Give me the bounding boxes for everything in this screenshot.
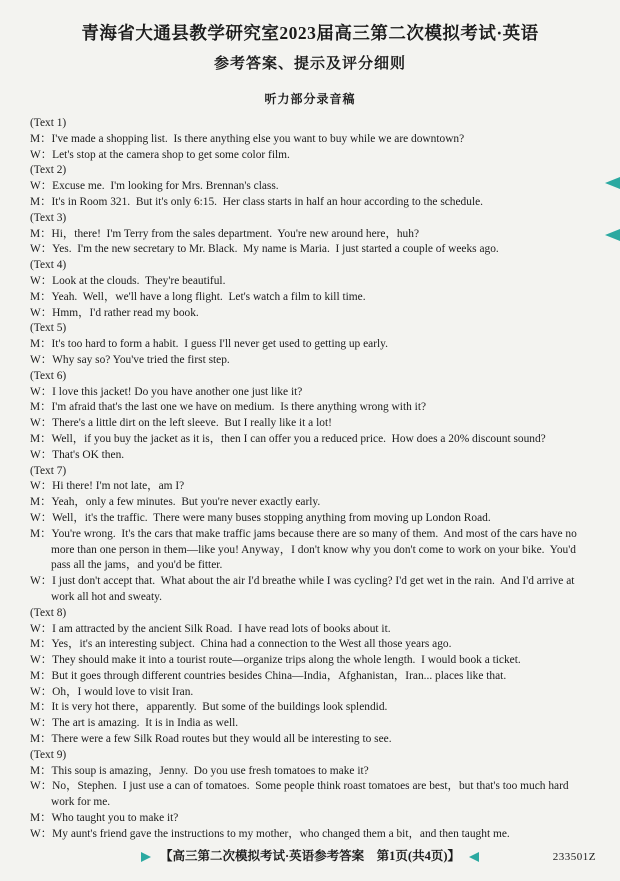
dialogue-line: W：The art is amazing. It is in India as well. [30,717,239,730]
dialogue-line: W：Why say so? You've tried the first step. [30,353,230,366]
text-block [30,321,590,368]
dialogue-line: W：Hi there! I'm not late，am I? [30,480,185,493]
dialogue-line: M：It is very hot there，apparently. But some of the buildings look splendid. [30,701,388,714]
text-label: (Text 2) [30,164,67,177]
text-label: (Text 5) [30,322,67,335]
dialogue-line: W：I am attracted by the ancient Silk Road. I have read lots of books about it. [30,622,391,635]
dialogue-line: M：This soup is amazing，Jenny. Do you use fresh tomatoes to make it? [30,764,369,777]
dialogue-line: W：I love this jacket! Do you have another one just like it? [30,385,303,398]
text-label: (Text 9) [30,748,67,761]
dialogue-line: M：There were a few Silk Road routes but they would all be interesting to see. [30,733,392,746]
page-footer [0,846,620,864]
page-subtitle: 参考答案、提示及评分细则 [213,56,406,72]
dialogue-line: W：Look at the clouds. They're beautiful. [30,274,226,287]
dialogue-line: M：It's in Room 321. But it's only 6:15. Her class starts in half an hour according to the schedule. [30,195,484,208]
dialogue-line: M：Who taught you to make it? [30,812,179,825]
dialogue-line: W：My aunt's friend gave the instructions to my mother，who changed them a bit，and then taught me. [30,827,510,840]
page-title: 青海省大通县教学研究室2023届高三第二次模拟考试·英语 [81,23,539,43]
footer-text: 【高三第二次模拟考试·英语参考答案 第1页(共4页)】 [160,849,460,863]
text-block [30,258,590,321]
scan-registration-mark [605,177,620,189]
dialogue-line: W：Excuse me. I'm looking for Mrs. Brennan's class. [30,180,279,193]
text-block [30,464,590,606]
text-block [30,163,590,210]
dialogue-line: W：Yes. I'm the new secretary to Mr. Black. My name is Maria. I just started a couple of weeks ago. [30,243,499,256]
dialogue-line: M：But it goes through different countries besides China—India，Afghanistan，Iran... places like that. [30,669,507,682]
text-block [30,606,590,748]
dialogue-line: W：Let's stop at the camera shop to get some color film. [30,148,290,161]
dialogue-line: W：Oh，I would love to visit Iran. [30,685,194,698]
text-block [30,748,590,843]
text-block [30,369,590,464]
dialogue-line: M：Well，if you buy the jacket as it is，then I can offer you a reduced price. How does a 20% discount sound? [30,432,546,445]
dialogue-line: M：You're wrong. It's the cars that make traffic jams because there are so many of them. And most of the cars have no more than one person in them—like you! Anyway，I don't know why you don't come to work on your bike. You'd pass all the jams，and you'd be fitter. [30,527,580,572]
scan-registration-mark [605,229,620,241]
dialogue-line: M：Hi，there! I'm Terry from the sales department. You're new around here，huh? [30,227,420,240]
text-label: (Text 6) [30,369,67,382]
section-heading: 听力部分录音稿 [264,92,356,106]
dialogue-line: W：There's a little dirt on the left sleeve. But I really like it a lot! [30,417,332,430]
text-label: (Text 4) [30,259,67,272]
text-label: (Text 8) [30,606,67,619]
text-label: (Text 3) [30,211,67,224]
dialogue-line: M：I'm afraid that's the last one we have on medium. Is there anything wrong with it? [30,401,427,414]
text-label: (Text 1) [30,117,67,129]
dialogue-line: M：Yeah. Well，we'll have a long flight. Let's watch a film to kill time. [30,290,366,303]
dialogue-line: M：Yes，it's an interesting subject. China had a connection to the West all those years ago. [30,638,452,651]
dialogue-line: W：Hmm，I'd rather read my book. [30,306,199,319]
footer-code: 233501Z [552,851,596,863]
dialogue-line: W：That's OK then. [30,448,125,461]
dialogue-line: W：I just don't accept that. What about the air I'd breathe while I was cycling? I'd get wet in the rain. And I'd arrive at work all hot and sweaty. [30,575,578,603]
dialogue-line: W：No，Stephen. I just use a can of tomatoes. Some people think roast tomatoes are best，but that's too much hard work for me. [30,780,572,809]
dialogue-line: M：Yeah，only a few minutes. But you're never exactly early. [30,496,321,509]
dialogue-line: M：I've made a shopping list. Is there anything else you want to buy while we are downtown? [30,132,465,145]
footer-right-mark-icon [469,852,479,862]
dialogue-line: W：Well，it's the traffic. There were many buses stopping anything from moving up London Road. [30,511,491,524]
text-label: (Text 7) [30,464,67,477]
listening-script [30,116,590,843]
dialogue-line: W：They should make it into a tourist route—organize trips along the whole length. I would book a ticket. [30,654,521,667]
footer-left-mark-icon [141,852,151,862]
text-block [30,211,590,258]
text-block [30,116,590,163]
dialogue-line: M：It's too hard to form a habit. I guess I'll never get used to getting up early. [30,338,388,351]
